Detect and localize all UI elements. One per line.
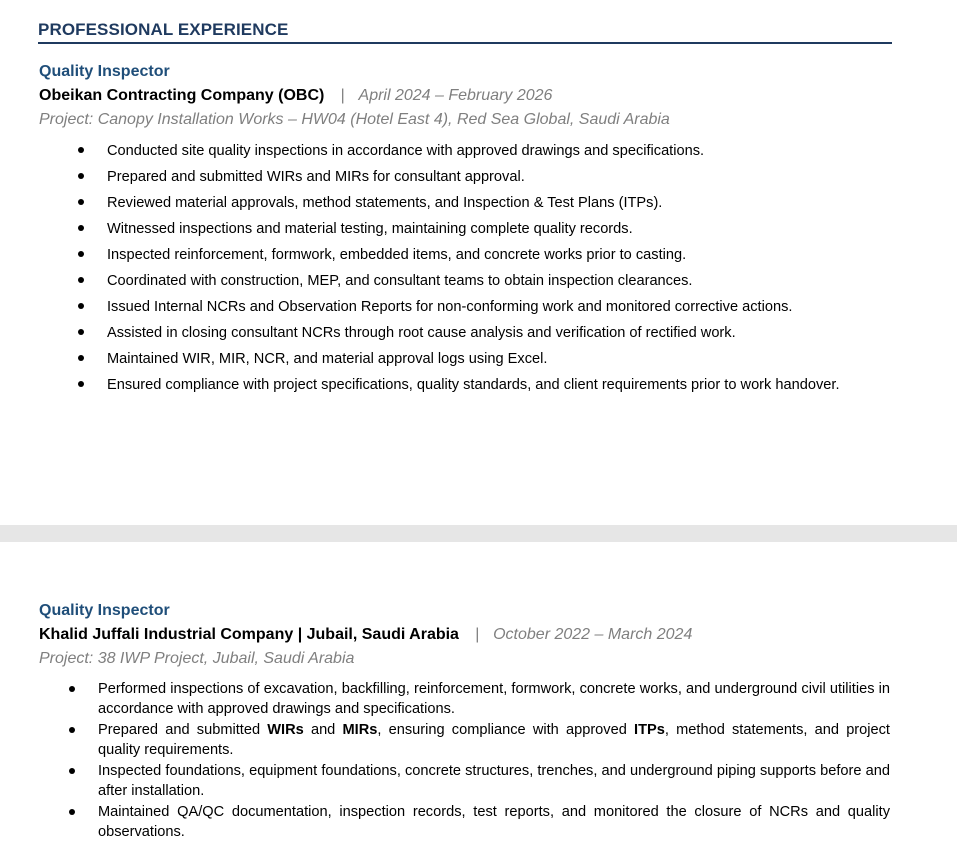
bullet-icon <box>78 329 84 335</box>
bullet-text: Issued Internal NCRs and Observation Reports for non-conforming work and monitored corrective actions. <box>107 299 793 315</box>
job-title-1: Quality Inspector <box>39 63 170 80</box>
list-item <box>0 242 900 268</box>
bullet-icon <box>78 277 84 283</box>
separator-2: | <box>474 626 480 643</box>
bullet-text: Performed inspections of excavation, backfilling, reinforcement, formwork, concrete works, and underground civil utilities in accordance with approved drawings and specifications. <box>98 681 890 717</box>
bullet-icon <box>69 727 75 733</box>
bullet-text: Reviewed material approvals, method statements, and Inspection & Test Plans (ITPs). <box>107 195 663 211</box>
project-line-1: Project: Canopy Installation Works – HW04 (Hotel East 4), Red Sea Global, Saudi Arabia <box>39 111 670 128</box>
list-item <box>0 294 900 320</box>
list-item <box>0 761 890 801</box>
bullet-icon <box>78 251 84 257</box>
bullet-icon <box>69 686 75 692</box>
list-item <box>0 190 900 216</box>
project-line-2: Project: 38 IWP Project, Jubail, Saudi Arabia <box>39 650 355 667</box>
bullet-text: Coordinated with construction, MEP, and consultant teams to obtain inspection clearances. <box>107 273 693 289</box>
list-item <box>0 346 900 372</box>
bullet-text: Ensured compliance with project specifications, quality standards, and client requirements prior to work handover. <box>107 377 840 393</box>
bullet-text: Maintained QA/QC documentation, inspection records, test reports, and monitored the closure of NCRs and quality observations. <box>98 804 890 840</box>
bullet-text: Inspected reinforcement, formwork, embedded items, and concrete works prior to casting. <box>107 247 687 263</box>
bullet-icon <box>78 225 84 231</box>
bullet-icon <box>78 147 84 153</box>
list-item <box>0 372 900 398</box>
bullet-icon <box>78 173 84 179</box>
wirs-term: WIRs <box>267 722 304 738</box>
document-page-2 <box>0 542 957 850</box>
bullet-icon <box>78 199 84 205</box>
section-heading: PROFESSIONAL EXPERIENCE <box>38 20 289 39</box>
bullet-icon <box>78 303 84 309</box>
company-name-2: Khalid Juffali Industrial Company | Jubail, Saudi Arabia <box>39 626 459 643</box>
company-name-1: Obeikan Contracting Company (OBC) <box>39 87 325 104</box>
mirs-term: MIRs <box>342 722 378 738</box>
job-dates-2: October 2022 – March 2024 <box>493 626 693 643</box>
bullet-text: Conducted site quality inspections in accordance with approved drawings and specifications. <box>107 143 705 159</box>
list-item <box>0 720 890 760</box>
bullet-text: Inspected foundations, equipment foundations, concrete structures, trenches, and underground piping supports before and after installation. <box>98 763 890 799</box>
bullet-text-part: , method statements, and project quality requirements. <box>98 722 890 758</box>
bullet-text-part: Prepared and submitted <box>98 722 268 738</box>
bullet-icon <box>78 355 84 361</box>
responsibilities-list-1 <box>0 138 900 398</box>
separator-1: | <box>340 87 345 104</box>
bullet-text: Maintained WIR, MIR, NCR, and material approval logs using Excel. <box>107 351 548 367</box>
list-item <box>0 164 900 190</box>
list-item <box>0 138 900 164</box>
list-item <box>0 802 890 842</box>
bullet-icon <box>69 809 75 815</box>
bullet-text <box>98 720 890 760</box>
list-item <box>0 320 900 346</box>
bullet-text-part: , ensuring compliance with approved <box>377 722 635 738</box>
bullet-text: Assisted in closing consultant NCRs through root cause analysis and verification of rectified work. <box>107 325 736 341</box>
company-line-2 <box>39 626 692 644</box>
list-item <box>0 679 890 719</box>
job-dates-1: April 2024 – February 2026 <box>358 87 553 104</box>
bullet-text: Witnessed inspections and material testing, maintaining complete quality records. <box>107 221 633 237</box>
page-break-gap <box>0 525 957 542</box>
bullet-text-part: and <box>303 722 343 738</box>
bullet-icon <box>69 768 75 774</box>
section-divider <box>38 42 892 44</box>
itps-term: ITPs <box>634 722 665 738</box>
responsibilities-list-2 <box>0 679 890 843</box>
company-line-1 <box>39 87 552 105</box>
bullet-icon <box>78 381 84 387</box>
list-item <box>0 268 900 294</box>
job-title-2: Quality Inspector <box>39 602 170 619</box>
bullet-text: Prepared and submitted WIRs and MIRs for consultant approval. <box>107 169 525 185</box>
list-item <box>0 216 900 242</box>
